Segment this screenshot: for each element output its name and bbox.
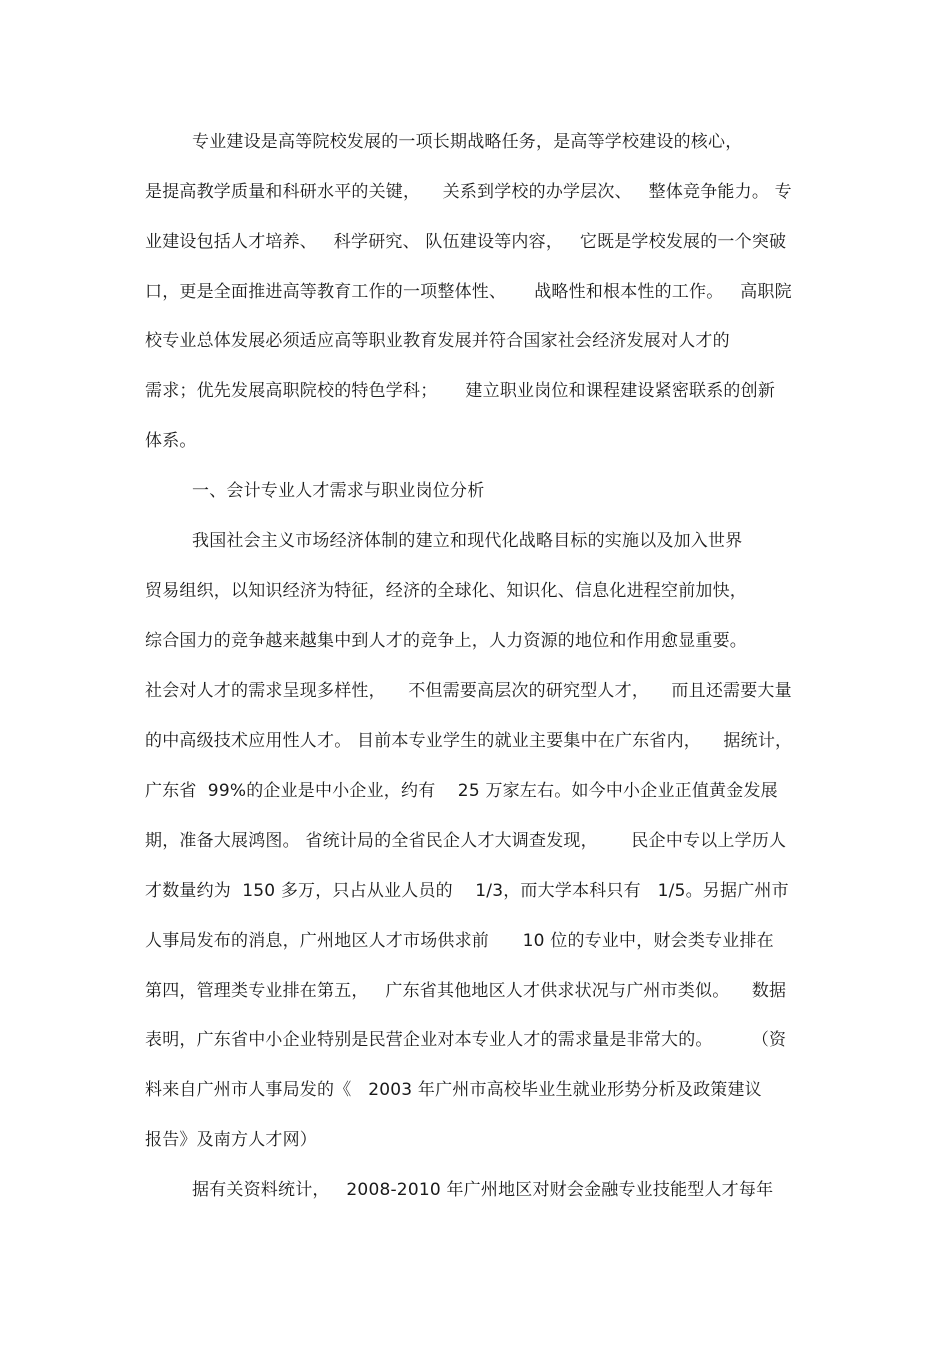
- paragraph-line: 我国社会主义市场经济体制的建立和现代化战略目标的实施以及加入世界: [192, 531, 743, 551]
- paragraph-line: 社会对人才的需求呈现多样性， 不但需要高层次的研究型人才， 而且还需要大量: [145, 681, 792, 701]
- paragraph-line: 体系。: [145, 431, 197, 451]
- paragraph-line: 综合国力的竞争越来越集中到人才的竞争上，人力资源的地位和作用愈显重要。: [145, 631, 747, 651]
- paragraph-line: 的中高级技术应用性人才。 目前本专业学生的就业主要集中在广东省内， 据统计，: [145, 731, 793, 751]
- paragraph-line: 贸易组织，以知识经济为特征，经济的全球化、知识化、信息化进程空前加快，: [145, 581, 747, 601]
- paragraph-line: 第四，管理类专业排在第五， 广东省其他地区人才供求状况与广州市类似。 数据: [145, 981, 787, 1001]
- paragraph-line: 人事局发布的消息，广州地区人才市场供求前 10 位的专业中，财会类专业排在: [145, 931, 774, 951]
- section-heading: 一、会计专业人才需求与职业岗位分析: [192, 481, 485, 501]
- paragraph-line: 是提高教学质量和科研水平的关键， 关系到学校的办学层次、 整体竞争能力。 专: [145, 182, 792, 202]
- paragraph-line: 表明，广东省中小企业特别是民营企业对本专业人才的需求量是非常大的。 （资: [145, 1030, 787, 1050]
- paragraph-line: 业建设包括人才培养、 科学研究、 队伍建设等内容， 它既是学校发展的一个突破: [145, 232, 787, 252]
- paragraph-line: 期，准备大展鸿图。 省统计局的全省民企人才大调查发现， 民企中专以上学历人: [145, 831, 787, 851]
- paragraph-line: 校专业总体发展必须适应高等职业教育发展并符合国家社会经济发展对人才的: [145, 331, 730, 351]
- paragraph-line: 专业建设是高等院校发展的一项长期战略任务，是高等学校建设的核心，: [192, 132, 743, 152]
- paragraph-line: 据有关资料统计， 2008-2010 年广州地区对财会金融专业技能型人才每年: [192, 1180, 774, 1200]
- paragraph-line: 才数量约为 150 多万，只占从业人员的 1/3，而大学本科只有 1/5。另据广州市: [145, 881, 789, 901]
- paragraph-line: 口，更是全面推进高等教育工作的一项整体性、 战略性和根本性的工作。 高职院: [145, 282, 792, 302]
- paragraph-line: 料来自广州市人事局发的《 2003 年广州市高校毕业生就业形势分析及政策建议: [145, 1080, 762, 1100]
- paragraph-line: 需求；优先发展高职院校的特色学科； 建立职业岗位和课程建设紧密联系的创新: [145, 381, 776, 401]
- paragraph-line: 报告》及南方人才网）: [145, 1130, 317, 1150]
- paragraph-line: 广东省 99%的企业是中小企业，约有 25 万家左右。如今中小企业正值黄金发展: [145, 781, 778, 801]
